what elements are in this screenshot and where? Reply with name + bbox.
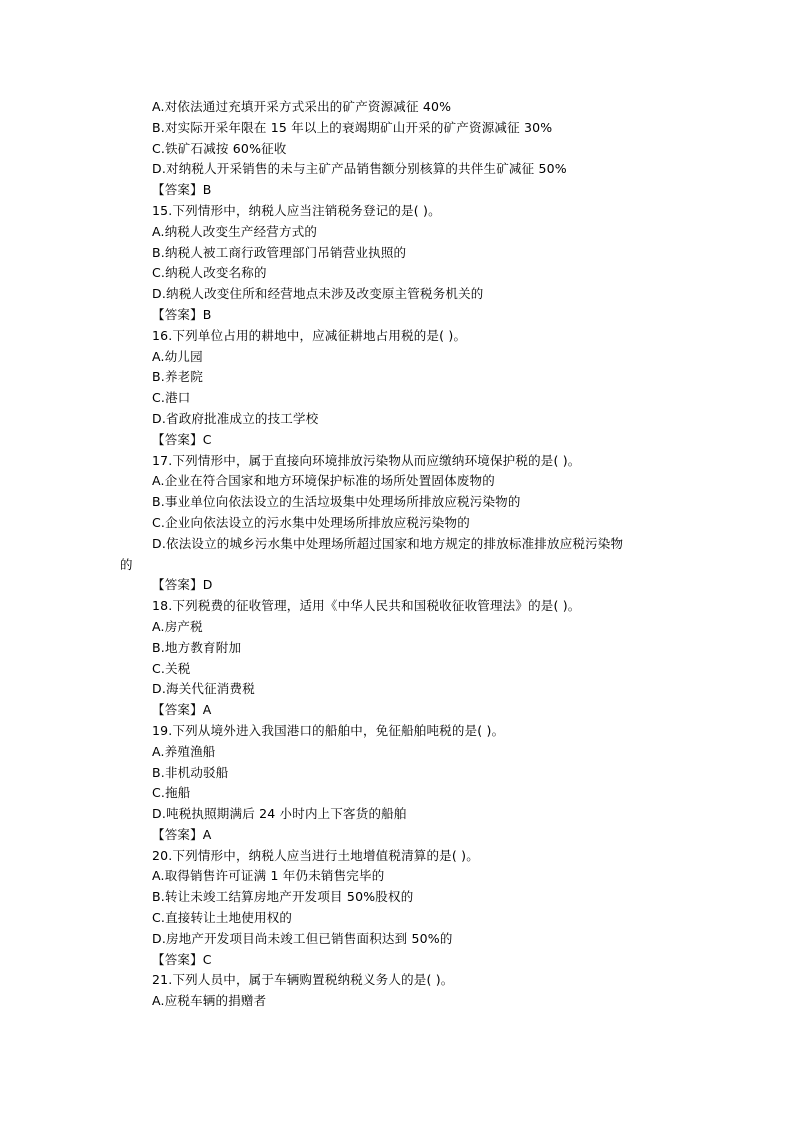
option-line: B.地方教育附加 <box>152 639 242 655</box>
answer-line: 【答案】C <box>152 951 212 967</box>
option-line: B.事业单位向依法设立的生活垃圾集中处理场所排放应税污染物的 <box>152 494 521 510</box>
answer-line: 【答案】C <box>152 431 212 447</box>
answer-line: 【答案】B <box>152 182 212 198</box>
option-line: A.纳税人改变生产经营方式的 <box>152 223 318 239</box>
option-line: A.对依法通过充填开采方式采出的矿产资源减征 40% <box>152 99 452 114</box>
answer-line: 【答案】A <box>152 826 212 842</box>
option-line: A.应税车辆的捐赠者 <box>152 993 267 1009</box>
question-19: 19.下列从境外进入我国港口的船舶中，免征船舶吨税的是( )。 <box>152 722 505 738</box>
option-line: C.关税 <box>152 660 191 676</box>
question-20: 20.下列情形中，纳税人应当进行土地增值税清算的是( )。 <box>152 847 479 863</box>
option-line: B.养老院 <box>152 369 204 385</box>
option-line: A.取得销售许可证满 1 年仍未销售完毕的 <box>152 868 385 884</box>
option-line: B.转让未竣工结算房地产开发项目 50%股权的 <box>152 889 414 905</box>
option-line: B.非机动驳船 <box>152 764 229 780</box>
question-21: 21.下列人员中，属于车辆购置税纳税义务人的是( )。 <box>152 972 454 988</box>
option-line: C.港口 <box>152 390 191 406</box>
option-line: D.吨税执照期满后 24 小时内上下客货的船舶 <box>152 806 407 822</box>
option-line: D.海关代征消费税 <box>152 681 255 697</box>
option-line: A.企业在符合国家和地方环境保护标准的场所处置固体废物的 <box>152 473 495 489</box>
option-line: B.对实际开采年限在 15 年以上的衰竭期矿山开采的矿产资源减征 30% <box>152 119 553 135</box>
option-line: D.房地产开发项目尚未竣工但已销售面积达到 50%的 <box>152 930 453 946</box>
answer-line: 【答案】A <box>152 702 212 718</box>
answer-line: 【答案】D <box>152 577 213 593</box>
option-line-continuation: 的 <box>120 556 133 572</box>
option-line: C.企业向依法设立的污水集中处理场所排放应税污染物的 <box>152 514 470 530</box>
option-line: D.纳税人改变住所和经营地点未涉及改变原主管税务机关的 <box>152 286 484 302</box>
question-18: 18.下列税费的征收管理，适用《中华人民共和国税收征收管理法》的是( )。 <box>152 598 581 614</box>
option-line: A.房产税 <box>152 618 203 634</box>
option-line: D.省政府批准成立的技工学校 <box>152 410 319 426</box>
option-line: C.铁矿石减按 60%征收 <box>152 140 287 156</box>
question-16: 16.下列单位占用的耕地中，应减征耕地占用税的是( )。 <box>152 327 467 343</box>
option-line: D.对纳税人开采销售的未与主矿产品销售额分别核算的共伴生矿减征 50% <box>152 161 567 177</box>
option-line: C.纳税人改变名称的 <box>152 265 267 281</box>
option-line: A.养殖渔船 <box>152 743 216 759</box>
option-line: A.幼儿园 <box>152 348 203 364</box>
answer-line: 【答案】B <box>152 306 212 322</box>
document-body <box>120 97 712 1012</box>
option-line: C.直接转让土地使用权的 <box>152 910 293 926</box>
option-line: B.纳税人被工商行政管理部门吊销营业执照的 <box>152 244 407 260</box>
option-line: D.依法设立的城乡污水集中处理场所超过国家和地方规定的排放标准排放应税污染物 <box>152 535 624 551</box>
option-line: C.拖船 <box>152 785 191 801</box>
question-15: 15.下列情形中，纳税人应当注销税务登记的是( )。 <box>152 202 441 218</box>
question-17: 17.下列情形中，属于直接向环境排放污染物从而应缴纳环境保护税的是( )。 <box>152 452 581 468</box>
